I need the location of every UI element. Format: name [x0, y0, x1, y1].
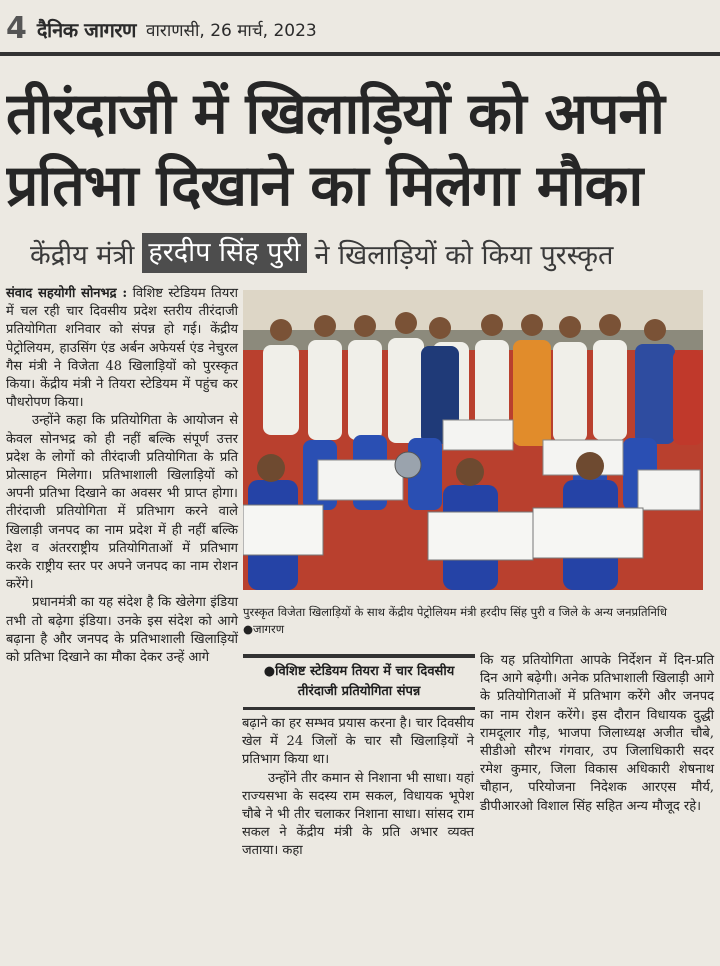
- paragraph-text: विशिष्ट स्टेडियम तियरा में चल रही चार दिवसीय प्रदेश स्तरीय तीरंदाजी प्रतियोगिता शनिवार को संपन्न हो गई। केंद्रीय पेट्रोलियम, हाउसिंग एंड अर्बन अफेयर्स एंड नेचुरल गैस मंत्री ने विजेता 48 खिलाड़ियों को पुरस्कृत किया। केंद्रीय मंत्री ने तियरा स्टेडियम में पहुंच कर पौधरोपण किया।: [6, 286, 238, 411]
- article-column-left: [6, 285, 238, 667]
- newspaper-logo: दैनिक जागरण: [36, 17, 137, 42]
- subhead-after: ने खिलाड़ियों को किया पुरस्कृत: [314, 239, 614, 271]
- article-column-middle: [242, 715, 474, 861]
- article-paragraph: कि यह प्रतियोगिता आपके निर्देशन में दिन-प्रति दिन आगे बढ़ेगी। अनेक प्रतिभाशाली खिलाड़ी आगे के प्रतियोगिताओं में प्रतिभाग करेंगे और जनपद का नाम रोशन करेंगे। इस दौरान विधायक दुद्धी रामदूलार गौड़, भाजपा जिलाध्यक्ष अजीत चौबे, सीडीओ सौरभ गंगवार, उप जिलाधिकारी सदर रमेश कुमार, जिला विकास अधिकारी शेषनाथ चौहान, परियोजना निदेशक आरएस मौर्य, डीपीआरओ विशाल सिंह सहित अन्य मौजूद रहे।: [480, 653, 714, 814]
- highlight-box: [243, 654, 475, 710]
- article-paragraph: बढ़ाने का हर सम्भव प्रयास करना है। चार दिवसीय खेल में 24 जिलों के चार सौ खिलाड़ियों ने प्रतिभाग किया था।: [242, 716, 474, 768]
- article-paragraph: [6, 285, 238, 412]
- masthead: [0, 0, 720, 60]
- article-paragraph: उन्होंने तीर कमान से निशाना भी साधा। यहां राज्यसभा के सदस्य राम सकल, विधायक भूपेश चौबे ने भी तीर चलाकर निशाना साधा। सांसद राम सकल ने केंद्रीय मंत्री के प्रति अभार व्यक्त जताया। कहा: [242, 770, 474, 859]
- page-number: 4: [6, 11, 27, 46]
- news-photo: [243, 290, 703, 590]
- byline: संवाद सहयोगी सोनभद्र :: [6, 286, 128, 301]
- award-ceremony-illustration: [243, 290, 703, 590]
- headline-line-1: तीरंदाजी में खिलाड़ियों को अपनी: [6, 81, 664, 147]
- subheadline: [30, 232, 710, 274]
- article-paragraph: उन्होंने कहा कि प्रतियोगिता के आयोजन से केवल सोनभद्र को ही नहीं बल्कि संपूर्ण उत्तर प्रदेश के लोगों को तीरंदाजी प्रतियोगिता के प्रति प्रोत्साहन मिलेगा। प्रतिभाशाली खिलाड़ियों को अपनी प्रतिभा दिखाने का अवसर भी प्राप्त होगा। तीरंदाजी प्रतियोगिता में प्रतिभाग करने वाले खिलाड़ी जनपद का नाम प्रदेश में ही नहीं बल्कि देश व अंतरराष्ट्रीय प्रतियोगिताओं में प्रतिभाग करके राष्ट्रीय स्तर पर अपने जनपद का नाम रोशन करेंगे।: [6, 413, 238, 593]
- edition-date: वाराणसी, 26 मार्च, 2023: [146, 20, 317, 41]
- photo-caption: पुरस्कृत विजेता खिलाड़ियों के साथ केंद्रीय पेट्रोलियम मंत्री हरदीप सिंह पुरी व जिले के अन्य जनप्रतिनिधि ●जागरण: [243, 605, 667, 636]
- masthead-rule: [0, 52, 720, 56]
- article-column-right: [480, 652, 714, 816]
- article-paragraph: प्रधानमंत्री का यह संदेश है कि खेलेगा इंडिया तभी तो बढ़ेगा इंडिया। उनके इस संदेश को आगे बढ़ाना है और जनपद के प्रतिभाशाली खिलाड़ियों को प्रतिभा दिखाने का मौका देकर उन्हें आगे: [6, 595, 238, 666]
- subhead-before: केंद्रीय मंत्री: [30, 239, 135, 271]
- headline-line-2: प्रतिभा दिखाने का मिलेगा मौका: [6, 153, 643, 219]
- subhead-highlight: हरदीप सिंह पुरी: [142, 233, 306, 273]
- highlight-box-text: ●विशिष्ट स्टेडियम तियरा में चार दिवसीय तीरंदाजी प्रतियोगिता संपन्न: [263, 664, 455, 699]
